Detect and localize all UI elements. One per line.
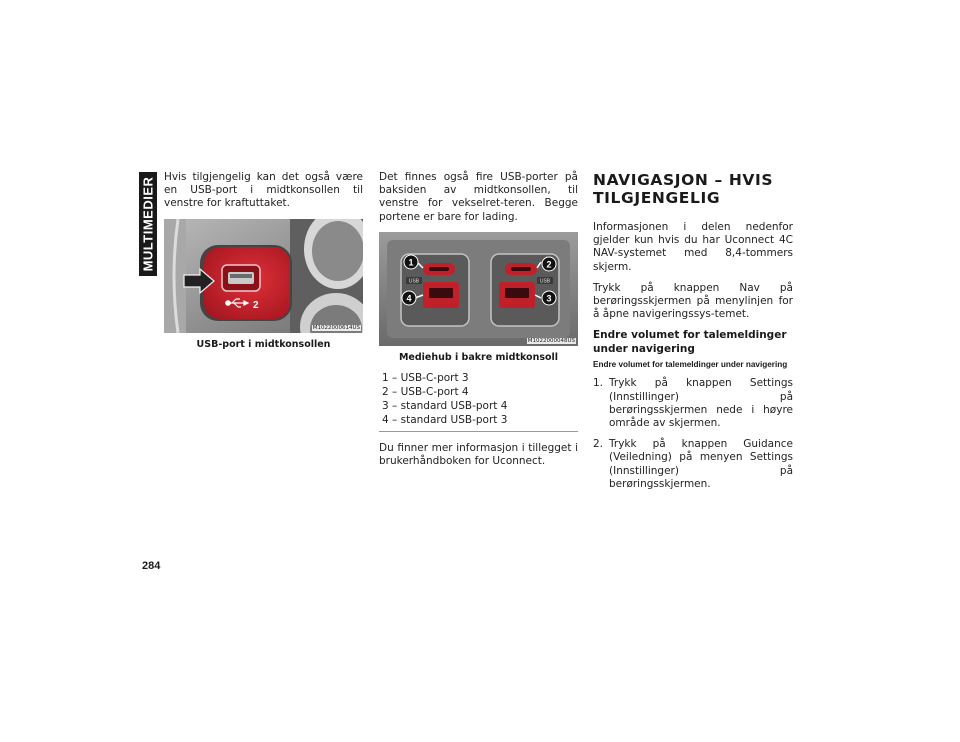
page-number: 284 <box>142 560 161 572</box>
usb-port-illustration <box>164 219 363 333</box>
figure-callout: 2 <box>253 299 259 311</box>
usb-console-intro: Hvis tilgjengelig kan det også være en USB-port i midtkonsollen til venstre for kraftuttaket. <box>164 171 363 210</box>
callout-2: 2 <box>546 259 552 270</box>
chapter-sidebar-tab <box>139 172 157 276</box>
subsubheading: Endre volumet for talemeldinger under navigering <box>593 360 788 370</box>
legend-item: 2 – USB-C-port 4 <box>382 385 469 398</box>
column-1 <box>164 171 363 358</box>
column-3 <box>593 171 793 499</box>
figure-code: M1022000614US <box>312 324 360 331</box>
legend-item: 1 – USB-C-port 3 <box>382 371 469 384</box>
section-heading: NAVIGASJON – HVIS TILGJENGELIG <box>593 171 774 207</box>
figure-caption: USB-port i midtkonsollen <box>196 338 331 350</box>
usb-port-figure <box>164 219 363 333</box>
legend-item: 3 – standard USB-port 4 <box>382 399 508 412</box>
media-hub-illustration <box>379 232 578 346</box>
usb-label-left: USB <box>408 278 420 285</box>
rear-usb-intro: Det finnes også fire USB-porter på baksiden av midtkonsollen, til venstre for vekselret-teren. Begge portene er bare for lading. <box>379 171 578 223</box>
legend-item: 4 – standard USB-port 3 <box>382 413 508 426</box>
media-hub-figure <box>379 232 578 346</box>
usb-label-right: USB <box>539 278 551 285</box>
more-info-text: Du finner mer informasjon i tillegget i brukerhåndboken for Uconnect. <box>379 441 578 468</box>
callout-1: 1 <box>408 257 414 268</box>
figure-code: M1022000048US <box>527 337 575 344</box>
step-item <box>593 438 793 491</box>
port-legend <box>379 371 578 427</box>
callout-4: 4 <box>406 293 412 304</box>
chapter-title: MULTIMEDIER <box>140 176 156 272</box>
nav-open-paragraph: Trykk på knappen Nav på berøringsskjermen på menylinjen for å åpne navigeringssys-temet. <box>593 281 793 321</box>
steps-list <box>593 377 793 491</box>
divider <box>379 431 578 432</box>
figure-caption: Mediehub i bakre midtkonsoll <box>398 351 559 363</box>
column-2 <box>379 171 578 476</box>
step-number: 1. <box>593 377 604 390</box>
callout-3: 3 <box>546 293 552 304</box>
step-text: Trykk på knappen Guidance (Veiledning) på menyen Settings (Innstillinger) på berøringsskjermen. <box>609 438 793 490</box>
nav-info-paragraph: Informasjonen i delen nedenfor gjelder kun hvis du har Uconnect 4C NAV-systemet med 8,4-tommers skjerm. <box>593 221 793 273</box>
step-number: 2. <box>593 438 604 451</box>
step-text: Trykk på knappen Settings (Innstillinger) på berøringsskjermen nede i høyre område av skjermen. <box>609 377 793 430</box>
step-item <box>593 377 793 430</box>
subheading: Endre volumet for talemeldinger under navigering <box>593 329 787 355</box>
